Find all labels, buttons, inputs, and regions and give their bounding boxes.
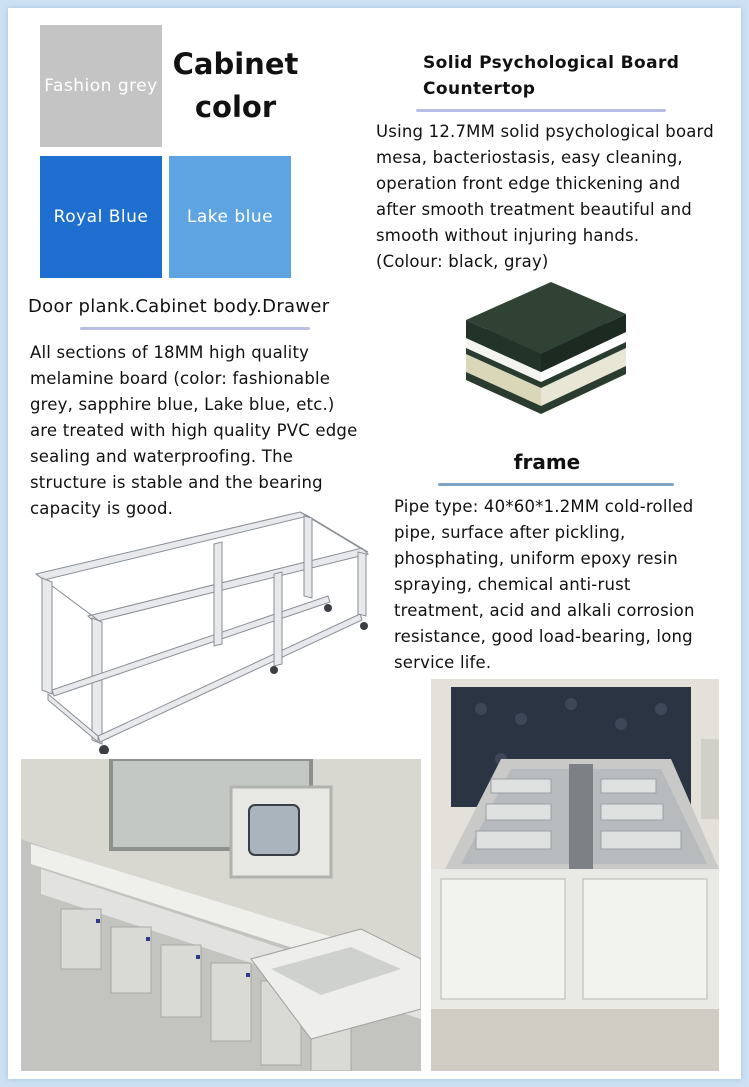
door-line: All sections of 18MM high quality	[30, 343, 310, 362]
frame-title: frame	[513, 450, 581, 474]
door-line: grey, sapphire blue, Lake blue, etc.)	[30, 395, 335, 414]
countertop-line: after smooth treatment beautiful and	[376, 200, 692, 219]
countertop-title-line2: Countertop	[423, 79, 536, 99]
countertop-line: Using 12.7MM solid psychological board	[376, 122, 714, 141]
swatch-lake-blue-label: Lake blue	[186, 207, 274, 227]
board-stack-icon	[456, 276, 636, 426]
countertop-line: operation front edge thickening and	[376, 174, 681, 193]
countertop-title	[423, 50, 723, 102]
swatch-royal-blue-label: Royal Blue	[53, 207, 149, 227]
countertop-line: (Colour: black, gray)	[376, 252, 549, 271]
cabinet-color-line1: Cabinet	[172, 47, 299, 81]
frame-description	[394, 494, 739, 676]
countertop-title-line1: Solid Psychological Board	[423, 53, 680, 73]
door-title: Door plank.Cabinet body.Drawer	[28, 296, 330, 317]
swatch-fashion-grey-label: Fashion grey	[44, 76, 158, 96]
frame-line: spraying, chemical anti-rust	[394, 575, 631, 594]
product-sheet	[8, 8, 741, 1079]
countertop-divider	[416, 109, 666, 112]
steel-frame-illustration	[28, 504, 388, 754]
bench-frame-photo	[431, 679, 719, 1071]
cabinet-color-heading	[168, 43, 303, 129]
frame-line: resistance, good load-bearing, long	[394, 627, 693, 646]
countertop-line: mesa, bacteriostasis, easy cleaning,	[376, 148, 683, 167]
frame-line: Pipe type: 40*60*1.2MM cold-rolled	[394, 497, 694, 516]
door-description	[30, 340, 400, 522]
lab-bench-photo	[21, 759, 421, 1071]
door-line: capacity is good.	[30, 499, 174, 518]
frame-line: pipe, surface after pickling,	[394, 523, 626, 542]
door-line: are treated with high quality PVC edge	[30, 421, 358, 440]
frame-line: phosphating, uniform epoxy resin	[394, 549, 678, 568]
cabinet-color-line2: color	[194, 90, 277, 124]
frame-divider	[438, 483, 674, 486]
door-line: structure is stable and the bearing	[30, 473, 323, 492]
door-divider	[80, 327, 310, 330]
swatch-fashion-grey	[40, 25, 162, 147]
door-line: sealing and waterproofing. The	[30, 447, 294, 466]
frame-line: service life.	[394, 653, 492, 672]
frame-line: treatment, acid and alkali corrosion	[394, 601, 695, 620]
countertop-description	[376, 119, 741, 275]
swatch-lake-blue	[169, 156, 291, 278]
door-line: melamine board (color: fashionable	[30, 369, 331, 388]
swatch-royal-blue	[40, 156, 162, 278]
countertop-line: smooth without injuring hands.	[376, 226, 640, 245]
